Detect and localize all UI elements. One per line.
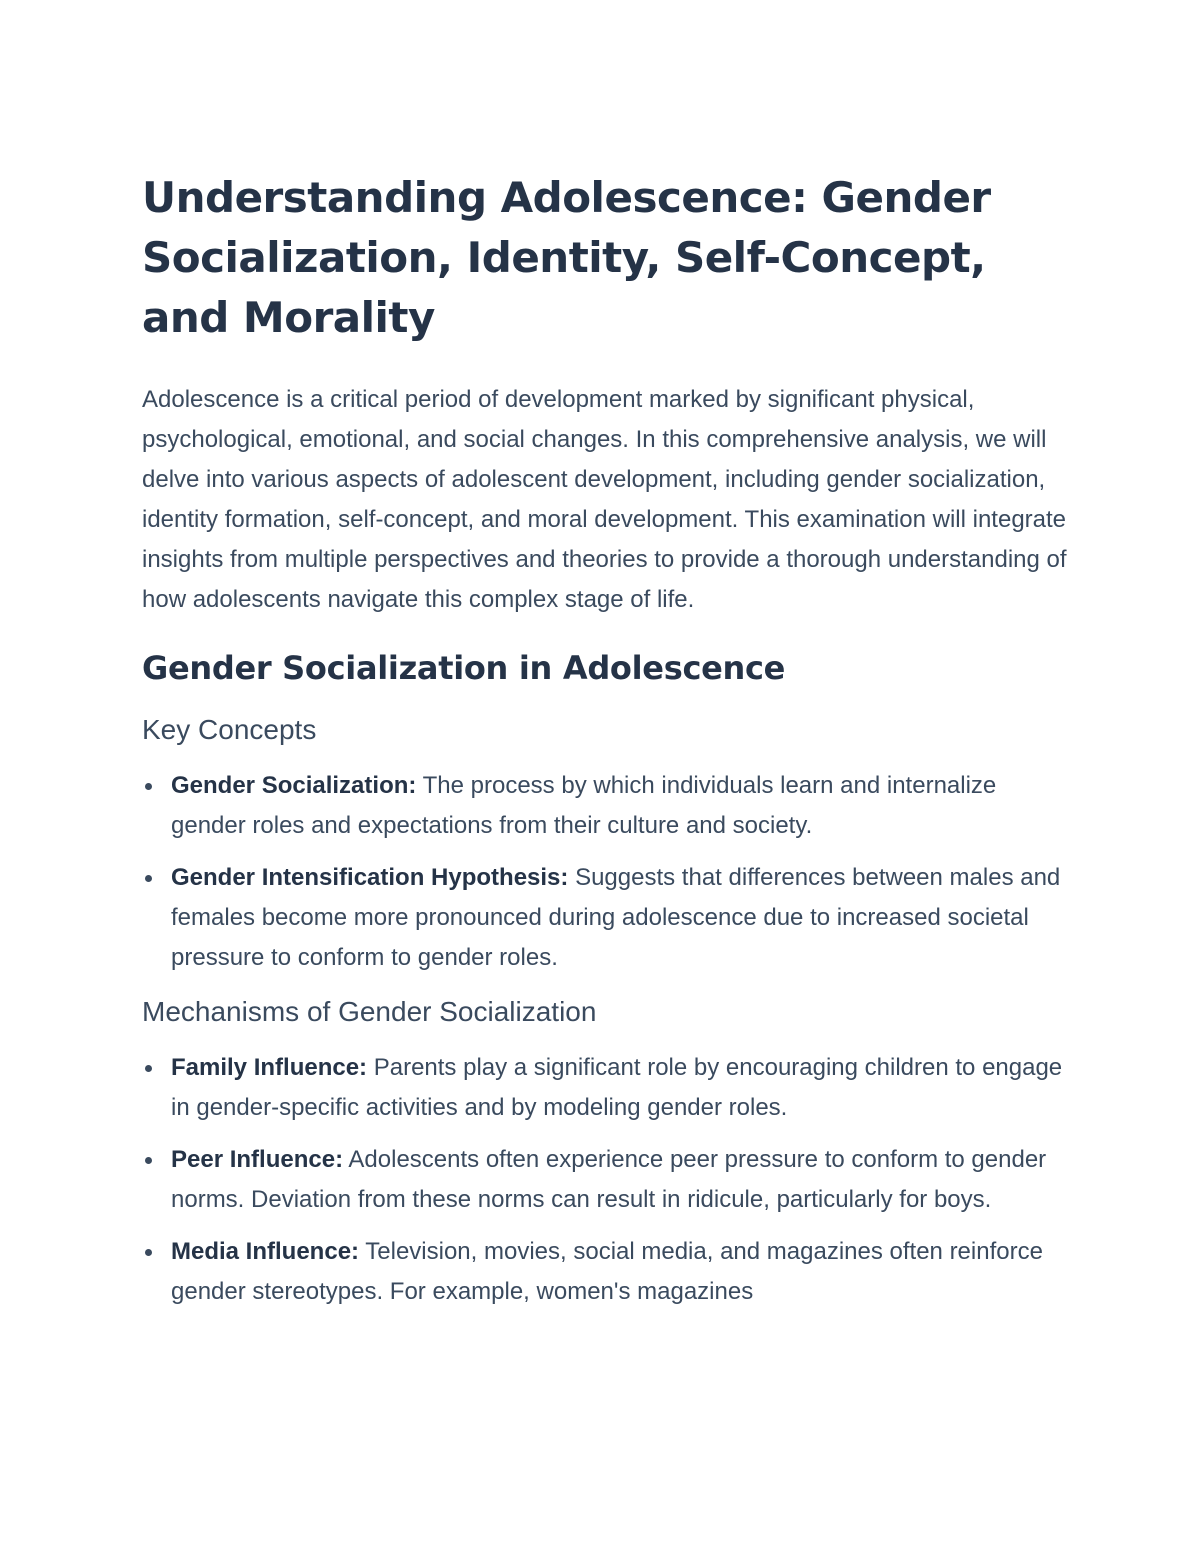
- list-item-text: The process by which individuals learn and internalize gender roles and expectations from their culture and society.: [171, 772, 997, 839]
- section-heading-gender-socialization: Gender Socialization in Adolescence: [142, 649, 786, 687]
- list-item: [142, 858, 1072, 978]
- document-title: Understanding Adolescence: Gender Socialization, Identity, Self-Concept, and Morality: [142, 173, 991, 342]
- list-item: [142, 1048, 1072, 1128]
- list-item-term: Gender Intensification Hypothesis:: [171, 864, 569, 891]
- subheading-mechanisms: Mechanisms of Gender Socialization: [142, 996, 597, 1027]
- list-item-term: Peer Influence:: [171, 1146, 344, 1173]
- list-item-term: Gender Socialization:: [171, 772, 417, 799]
- list-item: [142, 1232, 1072, 1312]
- intro-paragraph: Adolescence is a critical period of development marked by significant physical, psychological, emotional, and social changes. In this comprehensive analysis, we will delve into various aspects of adolescent development, including gender socialization, identity formation, self-concept, and moral development. This examination will integrate insights from multiple perspectives and theories to provide a thorough understanding of how adolescents navigate this complex stage of life.: [142, 386, 1067, 613]
- list-item-text: Television, movies, social media, and magazines often reinforce gender stereotypes. For example, women's magazines: [171, 1238, 1043, 1305]
- list-item: [142, 766, 1072, 846]
- list-item-term: Family Influence:: [171, 1054, 368, 1081]
- mechanisms-list: [142, 1048, 1072, 1312]
- subheading-key-concepts: Key Concepts: [142, 714, 317, 745]
- list-item-text: Parents play a significant role by encouraging children to engage in gender-specific activities and by modeling gender roles.: [171, 1054, 1063, 1121]
- key-concepts-list: [142, 766, 1072, 978]
- list-item-text: Suggests that differences between males and females become more pronounced during adolescence due to increased societal pressure to conform to gender roles.: [171, 864, 1061, 971]
- list-item-text: Adolescents often experience peer pressure to conform to gender norms. Deviation from these norms can result in ridicule, particularly for boys.: [171, 1146, 1047, 1213]
- list-item: [142, 1140, 1072, 1220]
- list-item-term: Media Influence:: [171, 1238, 360, 1265]
- document-page: [142, 168, 1072, 1324]
